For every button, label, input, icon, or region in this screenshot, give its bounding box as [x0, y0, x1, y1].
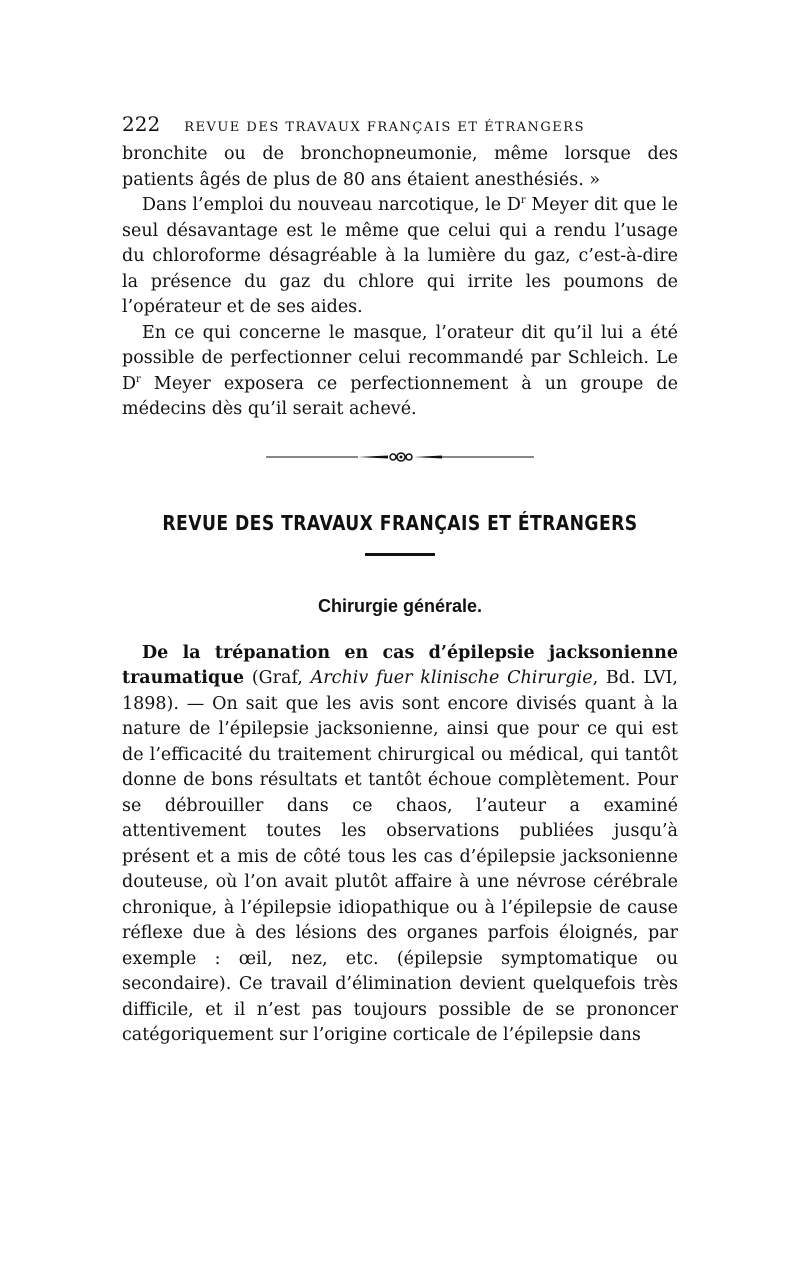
paragraph-meyer-narcotic [122, 193, 678, 321]
article-paragraph [122, 641, 678, 1049]
running-title: REVUE DES TRAVAUX FRANÇAIS ET ÉTRANGERS [184, 120, 585, 135]
journal-name: Archiv fuer klinische Chirurgie [310, 668, 593, 688]
section-rule [365, 553, 435, 556]
ornament-divider [266, 451, 534, 463]
citation-text: (Graf, [244, 668, 311, 688]
paragraph-text: Dans l’emploi du nouveau narcotique, le D [142, 195, 521, 215]
article-title: De la trépanation en cas d’épilepsie jacksonienne traumatique [122, 642, 678, 688]
page-number: 222 [122, 112, 161, 136]
paragraph-text: En ce qui concerne le masque, l’orateur dit qu’il lui a été possible de perfectionner celui recommandé par Schleich. Le D [122, 322, 678, 394]
paragraph-masque [122, 321, 678, 423]
superscript: r [520, 195, 526, 207]
page [122, 112, 678, 1049]
superscript: r [136, 373, 141, 385]
article-body: On sait que les avis sont encore divisés quant à la nature de l’épilepsie jacksonienne, ainsi que pour ce qui est de l’efficacité du traitement chirurgical ou médical, qui tantôt donne de bons résultats et tantôt échoue complètement. Pour se débrouiller dans ce chaos, l’auteur a examiné attentivement toutes les observations publiées jusqu’à présent et a mis de côté tous les cas d’épilepsie jacksonienne douteuse, où l’on avait plutôt affaire à une névrose cérébrale chronique, à l’épilepsie idiopathique ou à l’épilepsie de cause réflexe due à des lésions des organes parfois éloignés, par exemple : œil, nez, etc. (épilepsie symptomatique ou secondaire). Ce travail d’élimination devient quelquefois très difficile, et il n’est pas toujours possible de se prononcer catégoriquement sur l’origine corticale de l’épilepsie dans [122, 693, 678, 1045]
paragraph-continuation [122, 142, 678, 193]
section-title: REVUE DES TRAVAUX FRANÇAIS ET ÉTRANGERS [162, 510, 638, 535]
paragraph-text: Meyer dit que le seul désavantage est le même que celui qui a rendu l’usage du chloroforme désagréable à la lumière du gaz, c’est-à-dire la présence du gaz du chlore qui irrite les poumons de l’opérateur et de ses aides. [122, 195, 679, 317]
section-subtitle: Chirurgie générale. [317, 595, 483, 616]
citation-text: , Bd. LVI, 1898). — [122, 668, 678, 714]
paragraph-text: Meyer exposera ce perfectionnement à un groupe de médecins dès qu’il serait achevé. [122, 373, 678, 419]
running-header [122, 112, 678, 142]
paragraph-text: bronchite ou de bronchopneumonie, même lorsque des patients âgés de plus de 80 ans étaient anesthésiés. » [122, 144, 678, 190]
